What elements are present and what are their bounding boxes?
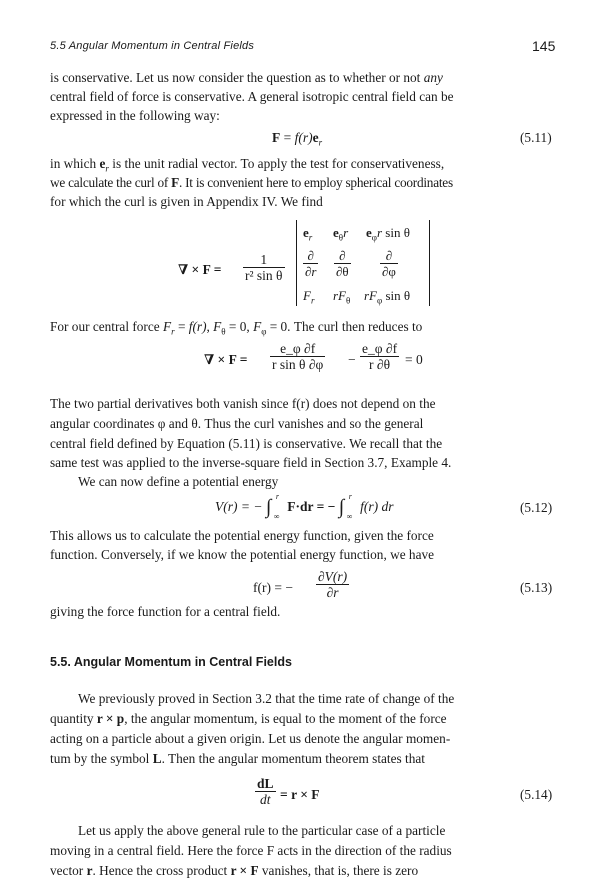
paragraph-line: For our central force $F_r = f(r)$, $F_\theta = 0$, $F_\varphi = 0$. The curl then reduces to [50, 319, 423, 337]
paragraph-line: Let us apply the above general rule to the particular case of a particle [78, 823, 446, 838]
section-heading: 5.5. Angular Momentum in Central Fields [50, 655, 292, 669]
paragraph-line: vector r. Hence the cross product r × F vanishes, that is, there is zero [50, 863, 419, 878]
equation-number: (5.12) [520, 500, 553, 515]
curl-term-1: $\frac{e\_\varphi \partial f}{\text{r sin θ ∂φ}}$ [272, 341, 324, 372]
equation-5-11: $F = f(r)e_r$ [272, 130, 323, 148]
paragraph-line: This allows us to calculate the potential energy function, given the force [50, 528, 434, 543]
paragraph-line: We can now define a potential energy [78, 474, 279, 489]
equation-5-14-fraction: $\frac{dL}{dt}$ [257, 776, 274, 807]
equation-5-13-fraction: $\frac{\partial V(r)}{\partial r}$ [318, 569, 348, 600]
equation-number: (5.14) [520, 787, 553, 802]
det-cell: $\frac{\partial}{\partial\theta}$ [336, 248, 349, 279]
det-cell: $F_r$ [303, 288, 315, 306]
paragraph-line: we calculate the curl of F. It is convenient here to employ spherical coordinates [50, 175, 453, 190]
curl-term-2: $\frac{e\_\varphi \partial f}{r \partial\theta}$ [362, 341, 398, 372]
equation-number: (5.11) [520, 130, 552, 145]
equation-5-13-lhs: f(r) = − [253, 580, 293, 595]
det-cell: $e_\varphi r$ sin θ [366, 225, 410, 243]
paragraph-line: angular coordinates φ and θ. Thus the curl vanishes and so the general [50, 416, 424, 431]
paragraph-line: acting on a particle about a given origin. Let us denote the angular momen- [50, 731, 451, 746]
paragraph-line: central field defined by Equation (5.11) is conservative. We recall that the [50, 436, 443, 451]
det-cell: $e_\theta r$ [333, 225, 349, 243]
paragraph-line: expressed in the following way: [50, 108, 220, 123]
det-cell: $\frac{\partial}{\partial\varphi}$ [382, 248, 396, 279]
curl-reduced-lhs: ∇ × F = [204, 352, 248, 367]
paragraph-line: in which $e_r$ is the unit radial vector. To apply the test for conservativeness, [50, 156, 445, 174]
paragraph-line: same test was applied to the inverse-square field in Section 3.7, Example 4. [50, 455, 452, 470]
paragraph-line: We previously proved in Section 3.2 that the time rate of change of the [78, 691, 455, 706]
equation-number: (5.13) [520, 580, 553, 595]
equation-5-12: V(r) = − ∫ r ∞ F·dr = − ∫ r ∞ f(r) dr [215, 492, 394, 521]
minus-sign: − [348, 352, 356, 367]
curl-lhs: ∇ × F = [178, 262, 222, 277]
paragraph-line: for which the curl is given in Appendix IV. We find [50, 194, 323, 209]
curl-result: = 0 [405, 352, 423, 367]
det-cell: $rF_\theta$ [333, 288, 351, 306]
paragraph-line: giving the force function for a central field. [50, 604, 281, 619]
running-header: 5.5 Angular Momentum in Central Fields [50, 40, 255, 52]
det-cell: $e_r$ [303, 225, 313, 243]
paragraph-line: central field of force is conservative. A general isotropic central field can be [50, 89, 454, 104]
paragraph-line: tum by the symbol L. Then the angular momentum theorem states that [50, 751, 425, 766]
det-cell: $\frac{\partial}{\partial r}$ [305, 248, 317, 279]
paragraph-line: function. Conversely, if we know the potential energy function, we have [50, 547, 435, 562]
paragraph-line: The two partial derivatives both vanish since f(r) does not depend on the [50, 396, 436, 411]
det-cell: $rF_\varphi$ sin θ [364, 288, 411, 306]
paragraph-line: moving in a central field. Here the force F acts in the direction of the radius [50, 843, 452, 858]
curl-prefactor: $\frac{1}{\text{r² sin θ}}$ [245, 252, 283, 283]
paragraph-line: quantity r × p, the angular momentum, is equal to the moment of the force [50, 711, 447, 726]
paragraph-line: is conservative. Let us now consider the question as to whether or not any [50, 70, 443, 85]
equation-5-14-rhs: = r × F [280, 787, 320, 802]
page-number: 145 [532, 38, 556, 54]
